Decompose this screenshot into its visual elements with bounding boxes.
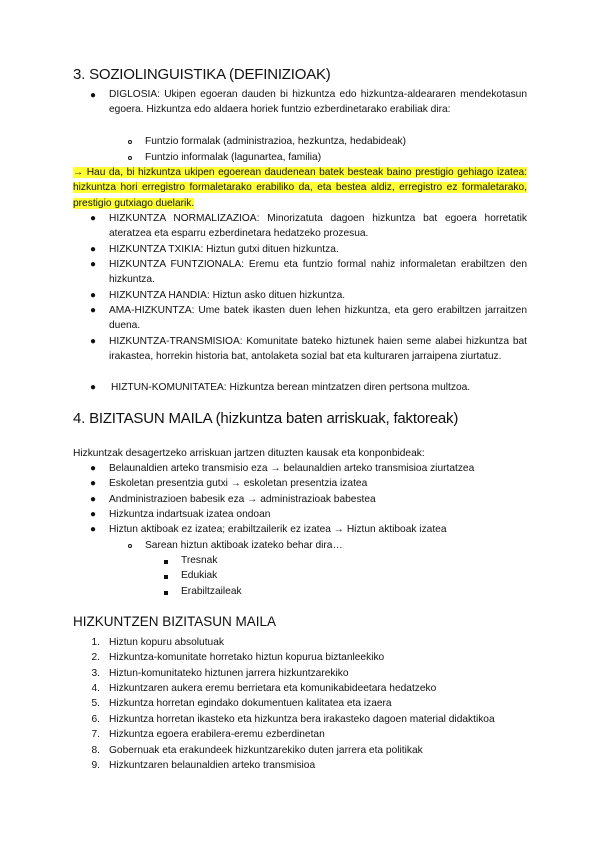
cause-item: Andministrazioen babesik eza → administrazioak babestea: [109, 494, 376, 505]
list-item: Hizkuntzaren aukera eremu berrietara eta komunikabideetara hedatzeko: [109, 683, 437, 694]
square-bullet-icon: [164, 554, 168, 569]
bullet-icon: ●: [90, 463, 97, 474]
list-item: Hizkuntza-komunitate horretako hiztun kopurua biztanleekiko: [109, 652, 385, 663]
definition-item: HIZTUN-KOMUNITATEA: Hizkuntza berean mintzatzen diren pertsona multzoa.: [111, 382, 471, 393]
definition-item: HIZKUNTZA NORMALIZAZIOA: Minorizatuta dagoen hizkuntza bat egoera horretatik ateratzea eta esparru ezberdinetara hedatzeko prozesua.: [109, 213, 527, 240]
list-item: Hizkuntzaren belaunaldien arteko transmisioa: [109, 760, 316, 771]
sub-item: Sarean hiztun aktiboak izateko behar dira…: [145, 540, 343, 551]
section-4-intro: Hizkuntzak desagertzeko arriskuan jartzen dituzten kausak eta konponbideak:: [73, 448, 425, 459]
subsub-item: Edukiak: [181, 570, 218, 581]
funtzio-item: Funtzio informalak (lagunartea, familia): [145, 152, 322, 163]
bullet-icon: ●: [90, 336, 97, 347]
bullet-icon: ●: [90, 244, 97, 255]
bullet-icon: ●: [90, 382, 97, 393]
diglosia-definition: DIGLOSIA: Ukipen egoeran dauden bi hizkuntza edo hizkuntza-aldeararen mendekotasun egoera. Hizkuntza edo aldaera horiek funtzio ezberdinetarako erabiliak dira:: [109, 89, 527, 116]
bullet-icon: ●: [90, 213, 97, 224]
bullet-icon: ●: [90, 290, 97, 301]
list-number: 1.: [91, 637, 100, 648]
funtzio-item: Funtzio formalak (administrazioa, hezkuntza, hedabideak): [145, 136, 407, 147]
list-number: 5.: [91, 698, 100, 709]
subsub-item: Erabiltzaileak: [181, 586, 242, 597]
circle-bullet-icon: [128, 134, 132, 149]
list-number: 3.: [91, 668, 100, 679]
bullet-icon: ●: [90, 524, 97, 535]
bullet-icon: ●: [90, 494, 97, 505]
list-number: 7.: [91, 729, 100, 740]
list-number: 9.: [91, 760, 100, 771]
definition-item: HIZKUNTZA FUNTZIONALA: Eremu eta funtzio formal nahiz informaletan erabiltzen den hizkuntza.: [109, 259, 527, 286]
definition-item: AMA-HIZKUNTZA: Ume batek ikasten duen lehen hizkuntza, eta gero erabiltzen jarraitzen duena.: [109, 305, 527, 332]
section-4-heading: 4. BIZITASUN MAILA (hizkuntza baten arriskuak, faktoreak): [73, 410, 459, 427]
section-5-heading: HIZKUNTZEN BIZITASUN MAILA: [73, 614, 277, 629]
square-bullet-icon: [164, 585, 168, 600]
list-item: Hizkuntza egoera erabilera-eremu ezberdinetan: [109, 729, 325, 740]
section-3-heading: 3. SOZIOLINGUISTIKA (DEFINIZIOAK): [73, 66, 331, 83]
definition-item: HIZKUNTZA TXIKIA: Hiztun gutxi dituen hizkuntza.: [109, 244, 339, 255]
bullet-icon: ●: [90, 90, 97, 101]
definition-item: HIZKUNTZA HANDIA: Hiztun asko dituen hizkuntza.: [109, 290, 346, 301]
list-number: 8.: [91, 745, 100, 756]
circle-bullet-icon: [128, 538, 132, 553]
list-item: Hiztun kopuru absolutuak: [109, 637, 224, 648]
list-number: 6.: [91, 714, 100, 725]
circle-bullet-icon: [128, 150, 132, 165]
highlight-text: → Hau da, bi hizkuntza ukipen egoerean daudenean batek besteak baino prestigio gehiago izatea: hizkuntza hori erregistro formaletarako erabiliko da, eta bestea aldiz, erregistro ez formaletarako, prestigio gutxiago duelarik.: [73, 167, 527, 209]
bullet-icon: ●: [90, 478, 97, 489]
subsub-item: Tresnak: [181, 555, 218, 566]
list-item: Gobernuak eta erakundeek hizkuntzarekiko duten jarrera eta politikak: [109, 745, 423, 756]
bullet-icon: ●: [90, 305, 97, 316]
bullet-icon: ●: [90, 509, 97, 520]
bullet-icon: ●: [90, 259, 97, 270]
list-number: 2.: [91, 652, 100, 663]
cause-item: Hizkuntza indartsuak izatea ondoan: [109, 509, 271, 520]
cause-item: Hiztun aktiboak ez izatea; erabiltzailerik ez izatea → Hiztun aktiboak izatea: [109, 524, 447, 535]
highlighted-note: [73, 165, 527, 211]
cause-item: Belaunaldien arteko transmisio eza → belaunaldien arteko transmisioa ziurtatzea: [109, 463, 475, 474]
definition-item: HIZKUNTZA-TRANSMISIOA: Komunitate bateko hiztunek haien seme alabei hizkuntza bat irakastea, horrekin historia bat, antolaketa sozial bat eta kulturaren jarraipena ziurtatuz.: [109, 336, 527, 363]
list-item: Hiztun-komunitateko hiztunen jarrera hizkuntzarekiko: [109, 668, 349, 679]
list-item: Hizkuntza horretan egindako dokumentuen kalitatea eta izaera: [109, 698, 392, 709]
square-bullet-icon: [164, 569, 168, 584]
cause-item: Eskoletan presentzia gutxi → eskoletan presentzia izatea: [109, 478, 368, 489]
list-item: Hizkuntza horretan ikasteko eta hizkuntza bera irakasteko dagoen material didaktikoa: [109, 714, 495, 725]
list-number: 4.: [91, 683, 100, 694]
